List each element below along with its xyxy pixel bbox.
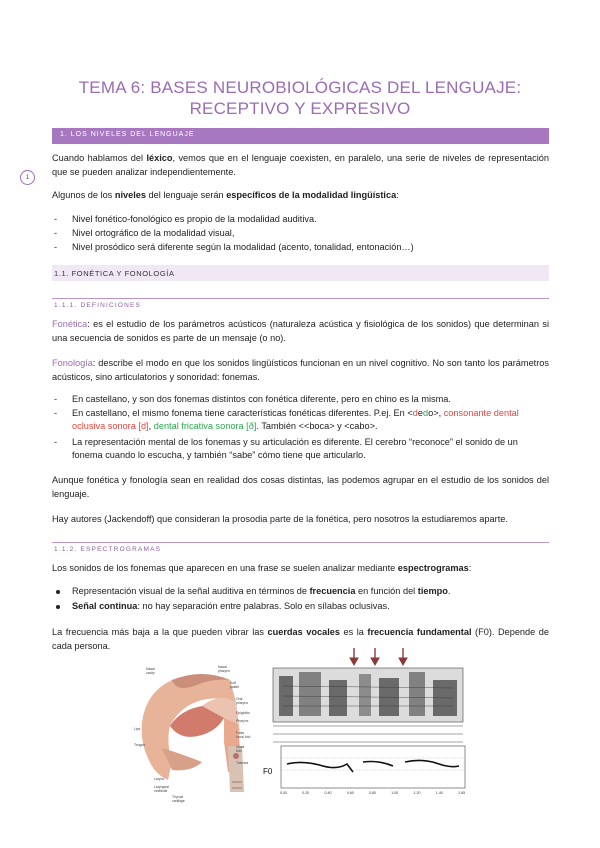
svg-text:palate: palate (230, 685, 240, 689)
svg-text:Soft: Soft (230, 681, 237, 685)
time-tick-label: 1.40 (435, 791, 443, 795)
svg-text:cartilage: cartilage (172, 799, 185, 803)
svg-text:pharynx: pharynx (218, 669, 231, 673)
page-marker: 1 (20, 170, 35, 185)
time-tick-label: 0.80 (369, 791, 376, 795)
spectrogram-intro: Los sonidos de los fonemas que aparecen en una frase se suelen analizar mediante espectrogramas: (52, 563, 472, 573)
document-title-line2: RECEPTIVO Y EXPRESIVO (189, 99, 411, 118)
time-tick-label: 1.00 (391, 791, 399, 795)
f0-label: F0 (263, 767, 273, 776)
svg-text:Nasal: Nasal (146, 667, 155, 671)
levels-intro-paragraph: Algunos de los niveles del lenguaje serán específicos de la modalidad lingüística: (52, 190, 399, 200)
svg-text:Epiglottis: Epiglottis (236, 711, 250, 715)
svg-text:Lips: Lips (134, 727, 141, 731)
svg-text:Tongue: Tongue (134, 743, 146, 747)
time-tick-label: 1.20 (413, 791, 421, 795)
time-tick-label: 0.40 (324, 791, 332, 795)
section-heading-band (52, 128, 549, 144)
svg-text:Oral: Oral (236, 697, 243, 701)
svg-text:pharynx: pharynx (236, 701, 249, 705)
document-page: TEMA 6: BASES NEUROBIOLÓGICAS DEL LENGUAJE: RECEPTIVO Y EXPRESIVO 1. LOS NIVELES DEL LENGUAJE 1 Cuando hablamos del léxico, vemos que en el lenguaje coexisten, en paralelo, una serie de niveles de representación que se pueden analizar independientemente. Algunos de los niveles del lenguaje serán específicos de la modalidad lingüística: - Nivel fonético-fonológico es propio de la modalidad auditiva. - Nivel ortográfico de la modalidad visual, - Nivel prosódico será diferente según la modalidad (acento, tonalidad, entonación…) 1.1. FONÉTICA Y FONOLOGÍA 1.1.1. DEFINICIONES Fonética: es el estudio de los parámetros acústicos (naturaleza acústica y fisiológica de los sonidos) que determinan si una secuencia de sonidos es parte de un mensaje (o no). Fonología: describe el modo en que los sonidos lingüísticos funcionan en un nivel cognitivo. No son tanto los parámetros acústicos, sino articulatorios y sonoridad: fonemas. - En castellano, y son dos fonemas distintos con fonética diferente, pero en chino es la misma. - En castellano, el mismo fonema tiene características fonéticas diferentes. P.ej. En <dedo>, consonante dental oclusiva sonora [d], dental fricativa sonora [ð]. También <<boca> y <cabo>. - La representación mental de los fonemas y su articulación es diferente. El cerebro “reconoce” el sonido de un fonema cuando lo escucha, y también “sabe” cómo tiene que articularlo. Aunque fonética y fonología sean en realidad dos cosas distintas, las podemos agrupar en el estudio de los sonidos del lenguaje. Hay autores (Jackendoff) que consideran la prosodia parte de la fonética, pero nosotros la estudiaremos aparte. 1.1.2. ESPECTROGRAMAS Los sonidos de los fonemas que aparecen en una frase se suelen analizar mediante espectrogramas: Representación visual de la señal auditiva en términos de frecuencia en función del tiempo. Señal continua: no hay separación entre palabras. Solo en sílabas oclusivas. La frecuencia más baja a la que pueden vibrar las cuerdas vocales es la frecuencia fundamental (F0). Depende de cada persona. Nasal cavity Nasal pharynx Soft palate Oral pharynx Epiglottis Pharynx False vocal fold Vocal fold Trachea Lips Tongue Larynx Laryngeal vestibule Thyroid cartilage F0 0.00 0.20 0.40 0.60 0.80 1.00 1.20 1.40 1.65 (0, 0, 600, 848)
jackendoff-paragraph: Hay autores (Jackendoff) que consideran la prosodia parte de la fonética, pero nosotros la estudiaremos aparte. (52, 514, 508, 524)
svg-text:Larynx: Larynx (154, 777, 165, 781)
vocal-tract-anatomy-figure (132, 662, 256, 804)
svg-text:Pharynx: Pharynx (236, 719, 249, 723)
svg-text:vestibule: vestibule (154, 789, 168, 793)
time-tick-label: 0.00 (280, 791, 287, 795)
svg-text:vocal fold: vocal fold (236, 735, 251, 739)
fonologia-term: Fonología (52, 358, 93, 368)
svg-text:Trachea: Trachea (236, 761, 249, 765)
svg-text:Vocal: Vocal (236, 745, 245, 749)
fonetica-fonologia-paragraph: Aunque fonética y fonología sean en realidad dos cosas distintas, las podemos agrupar en el estudio de los sonidos del lenguaje. (52, 475, 549, 499)
lexico-term: léxico (146, 153, 173, 163)
spectrogram-figure (263, 646, 471, 804)
document-title-line1: TEMA 6: BASES NEUROBIOLÓGICAS DEL LENGUAJE: (78, 78, 522, 97)
time-tick-label: 1.65 (458, 791, 465, 795)
fonetica-definition: Fonética: es el estudio de los parámetros acústicos (naturaleza acústica y fisiológica de los sonidos) que determinan si una secuencia de sonidos es parte de un mensaje (o no). (52, 319, 549, 343)
svg-text:cavity: cavity (146, 671, 155, 675)
fundamental-frequency-paragraph: La frecuencia más baja a la que pueden vibrar las cuerdas vocales es la frecuencia fundamental (F0). Depende de cada persona. (52, 627, 549, 651)
svg-text:False: False (236, 731, 245, 735)
subsection-heading-band (52, 265, 549, 281)
fonologia-definition: Fonología: describe el modo en que los sonidos lingüísticos funcionan en un nivel cognitivo. No son tanto los parámetros acústicos, sino articulatorios y sonoridad: fonemas. (52, 358, 549, 382)
svg-text:fold: fold (236, 749, 242, 753)
list-item: - En castellano, el mismo fonema tiene características fonéticas diferentes. P.ej. En <dedo>, consonante dental oclusiva sonora [d], dental fricativa sonora [ð]. También <<boca> y <cabo>. (54, 408, 519, 431)
svg-text:Nasal: Nasal (218, 665, 227, 669)
section-heading: 1. LOS NIVELES DEL LENGUAJE (60, 131, 195, 138)
subsubsection-heading-espectrogramas: 1.1.2. ESPECTROGRAMAS (52, 542, 549, 543)
time-tick-label: 0.60 (346, 791, 354, 795)
time-tick-label: 0.20 (302, 791, 310, 795)
svg-text:Thyroid: Thyroid (172, 795, 184, 799)
intro-paragraph: Cuando hablamos del léxico, vemos que en el lenguaje coexisten, en paralelo, una serie de niveles de representación que se pueden analizar independientemente. (52, 153, 549, 177)
list-item: - La representación mental de los fonemas y su articulación es diferente. El cerebro “reconoce” el sonido de un fonema cuando lo escucha, y también “sabe” cómo tiene que articularlo. (54, 437, 518, 460)
svg-text:Laryngeal: Laryngeal (154, 785, 169, 789)
fonetica-term: Fonética (52, 319, 88, 329)
subsection-heading: 1.1. FONÉTICA Y FONOLOGÍA (54, 269, 175, 278)
subsubsection-heading-definiciones: 1.1.1. DEFINICIONES (52, 298, 549, 299)
